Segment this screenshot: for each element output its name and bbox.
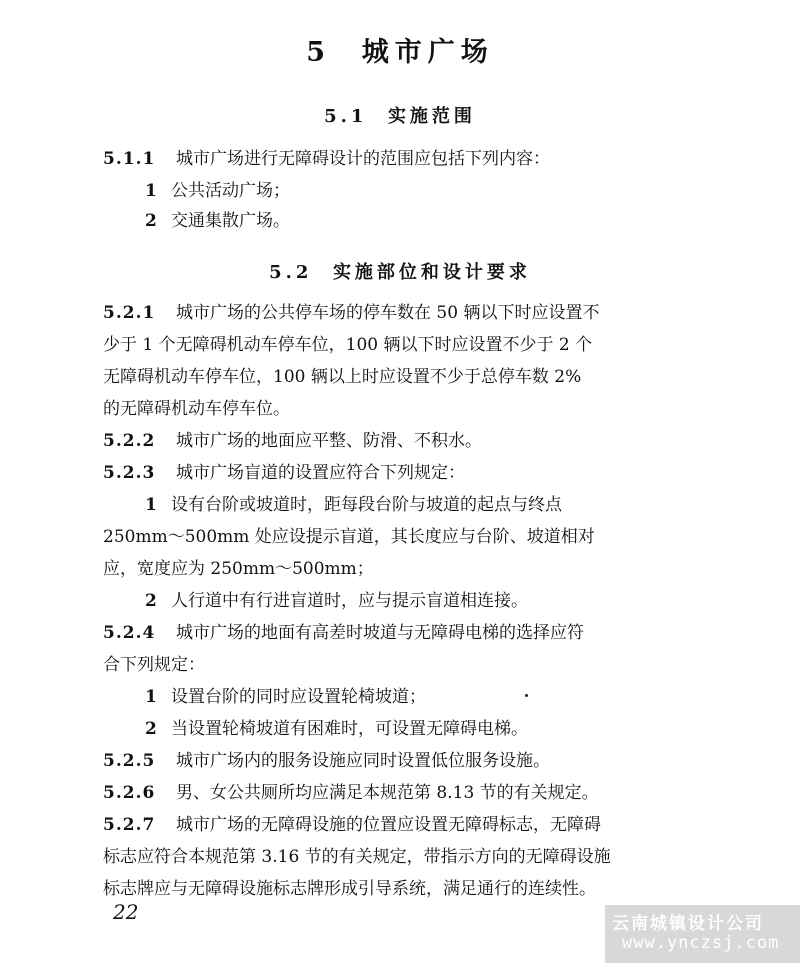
clause-text: 城市广场盲道的设置应符合下列规定：: [176, 463, 465, 483]
line-text: 应，宽度应为 250mm～500mm；: [103, 559, 374, 579]
list-item: [145, 178, 735, 204]
clause-number: 5.2.5: [103, 751, 156, 771]
chapter-name: 城市广场: [361, 37, 494, 68]
clause-5-2-4: [103, 620, 693, 646]
clause-number: 5.2.3: [103, 463, 156, 483]
line-text: 标志牌应与无障碍设施标志牌形成引导系统，满足通行的连续性。: [103, 879, 596, 899]
continuation-line: [103, 332, 693, 358]
item-text: 设有台阶或坡道时，距每段台阶与坡道的起点与终点: [171, 495, 562, 515]
item-text: 设置台阶的同时应设置轮椅坡道；: [171, 687, 426, 707]
item-number: 1: [145, 687, 157, 707]
list-item: [145, 684, 735, 710]
clause-text: 城市广场的公共停车场的停车数在 50 辆以下时应设置不: [176, 303, 600, 323]
list-item: [145, 716, 735, 742]
continuation-line: [103, 524, 693, 550]
stray-dot: [525, 694, 528, 697]
watermark-url: www.ynczsj.com: [622, 933, 780, 953]
item-number: 2: [145, 719, 157, 739]
clause-5-2-3: [103, 460, 693, 486]
watermark-company: 云南城镇设计公司: [612, 914, 764, 934]
clause-text: 城市广场内的服务设施应同时设置低位服务设施。: [176, 751, 550, 771]
clause-text: 男、女公共厕所均应满足本规范第 8.13 节的有关规定。: [176, 783, 599, 803]
item-text: 公共活动广场；: [171, 181, 290, 201]
clause-5-2-6: [103, 780, 693, 806]
continuation-line: [103, 364, 693, 390]
clause-5-2-5: [103, 748, 693, 774]
clause-number: 5.2.4: [103, 623, 156, 643]
clause-number: 5.2.1: [103, 303, 156, 323]
list-item: [145, 208, 735, 234]
line-text: 的无障碍机动车停车位。: [103, 399, 290, 419]
line-text: 250mm～500mm 处应设提示盲道，其长度应与台阶、坡道相对: [103, 527, 595, 547]
list-item: [145, 492, 735, 518]
clause-number: 5.1.1: [103, 149, 156, 169]
item-number: 1: [145, 181, 157, 201]
line-text: 少于 1 个无障碍机动车停车位，100 辆以下时应设置不少于 2 个: [103, 335, 593, 355]
clause-text: 城市广场的地面有高差时坡道与无障碍电梯的选择应符: [176, 623, 584, 643]
clause-text: 城市广场的无障碍设施的位置应设置无障碍标志，无障碍: [176, 815, 601, 835]
chapter-title: [0, 30, 800, 69]
list-item: [145, 588, 735, 614]
continuation-line: [103, 652, 693, 678]
item-number: 2: [145, 591, 157, 611]
item-text: 当设置轮椅坡道有困难时，可设置无障碍电梯。: [171, 719, 528, 739]
clause-5-2-2: [103, 428, 693, 454]
section-title-5-2: [0, 258, 800, 284]
section-name: 实施范围: [387, 106, 476, 127]
continuation-line: [103, 396, 693, 422]
section-number: 5.1: [324, 106, 368, 127]
continuation-line: [103, 844, 693, 870]
section-title-5-1: [0, 102, 800, 128]
page-number: 22: [113, 900, 139, 924]
item-number: 1: [145, 495, 157, 515]
clause-number: 5.2.2: [103, 431, 156, 451]
item-text: 交通集散广场。: [171, 211, 290, 231]
clause-text: 城市广场进行无障碍设计的范围应包括下列内容：: [176, 149, 550, 169]
section-name: 实施部位和设计要求: [332, 262, 531, 283]
clause-number: 5.2.6: [103, 783, 156, 803]
line-text: 无障碍机动车停车位，100 辆以上时应设置不少于总停车数 2%: [103, 367, 582, 387]
item-number: 2: [145, 211, 157, 231]
line-text: 标志应符合本规范第 3.16 节的有关规定，带指示方向的无障碍设施: [103, 847, 611, 867]
clause-text: 城市广场的地面应平整、防滑、不积水。: [176, 431, 482, 451]
line-text: 合下列规定：: [103, 655, 205, 675]
clause-5-2-1: [103, 300, 693, 326]
continuation-line: [103, 556, 693, 582]
clause-5-1-1: [103, 146, 693, 172]
clause-5-2-7: [103, 812, 693, 838]
clause-number: 5.2.7: [103, 815, 156, 835]
chapter-number: 5: [306, 37, 331, 68]
continuation-line: [103, 876, 693, 902]
item-text: 人行道中有行进盲道时，应与提示盲道相连接。: [171, 591, 528, 611]
section-number: 5.2: [269, 262, 313, 283]
